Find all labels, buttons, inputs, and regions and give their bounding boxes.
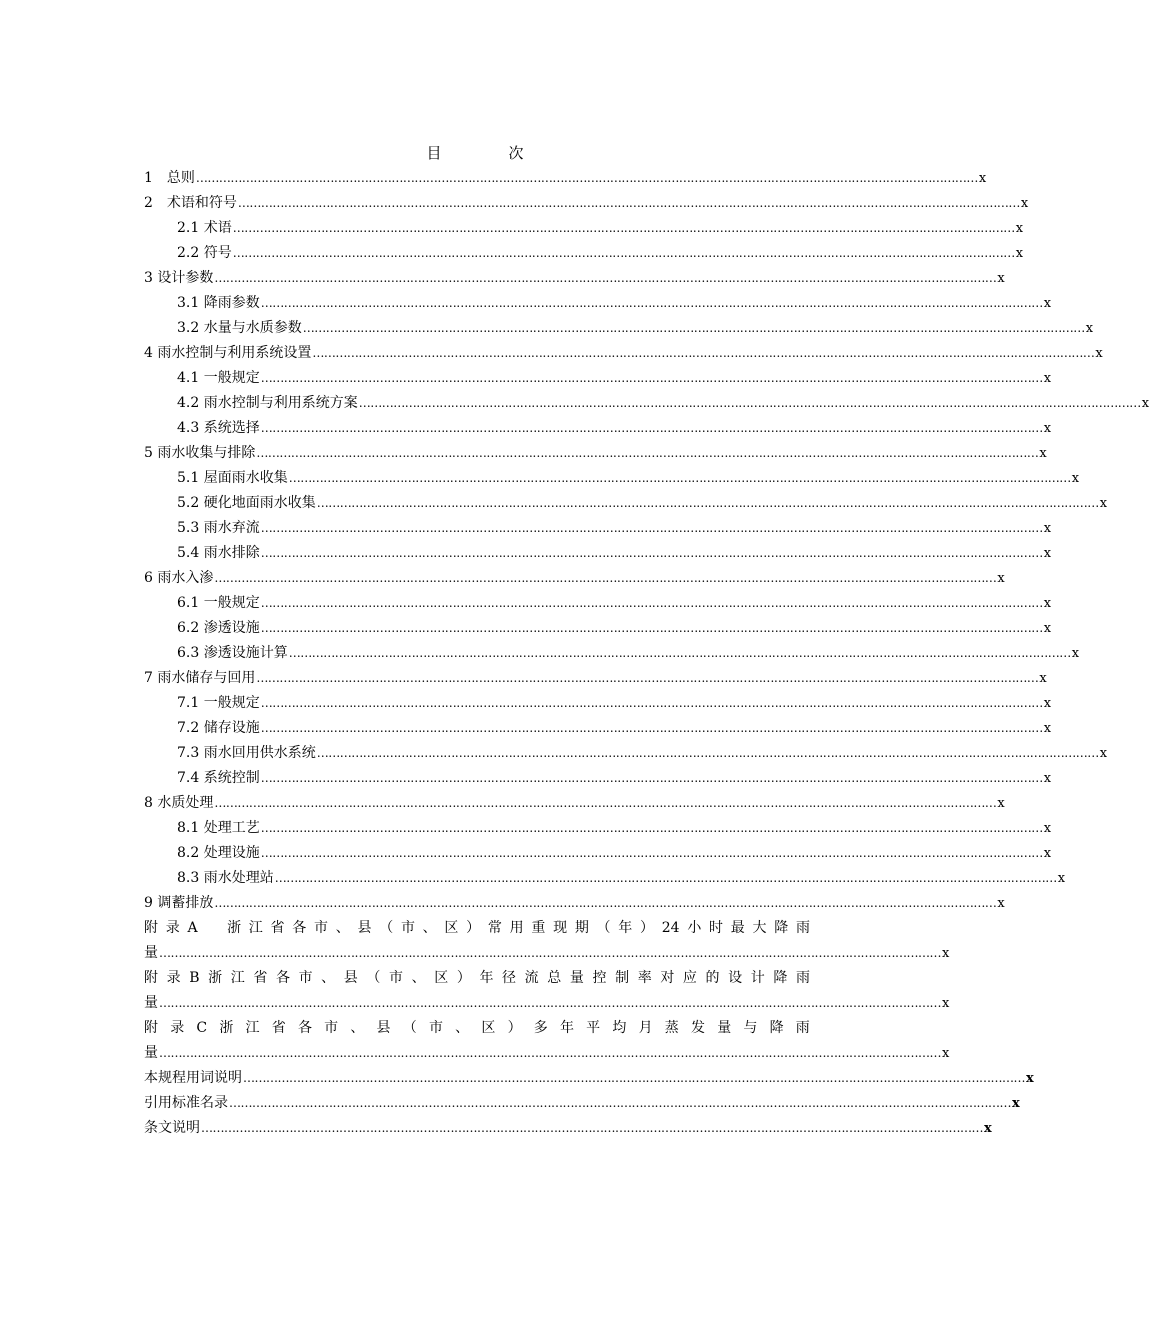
appendix-title-char: 附 <box>144 1020 158 1036</box>
appendix-title-char: 雨 <box>795 920 810 936</box>
appendix-title-char: 总 <box>547 970 562 986</box>
appendix-title-char: 各 <box>297 1020 312 1036</box>
toc-entry-label: 6 雨水入渗 <box>144 570 214 586</box>
appendix-title-char: 附 <box>144 970 158 986</box>
appendix-title-char: 县 <box>343 970 358 986</box>
toc-entry[interactable] <box>144 541 1052 566</box>
toc-entry-label: 5.2 硬化地面雨水收集 <box>177 495 316 511</box>
toc-leader-dots: …………………………………………………………………………………………………………………………………………………………………………………… <box>312 346 1095 360</box>
appendix-title-char: B <box>189 970 200 986</box>
appendix-title-char: 的 <box>705 970 720 986</box>
toc-entry-page: x <box>1043 421 1052 436</box>
toc-entry[interactable] <box>144 791 1005 816</box>
toc-entry[interactable] <box>144 641 1080 666</box>
toc-entry[interactable] <box>144 591 1052 616</box>
toc-entry[interactable] <box>144 266 1005 291</box>
appendix-title-char: 降 <box>773 970 788 986</box>
toc-entry-label: 4 雨水控制与利用系统设置 <box>144 345 312 361</box>
appendix-title-char: 市 <box>324 1020 339 1036</box>
toc-entry-page: x <box>1039 671 1047 686</box>
appendix-title-char: 区 <box>481 1020 496 1036</box>
appendix-title-char: 省 <box>271 1020 286 1036</box>
appendix-title-char: ） <box>456 970 471 986</box>
toc-leader-dots: …………………………………………………………………………………………………………………………………………………………………………………… <box>302 321 1085 335</box>
toc-entry-page: x <box>1043 696 1052 711</box>
toc-leader-dots: …………………………………………………………………………………………………………………………………………………………………………………… <box>288 646 1071 660</box>
toc-entry-label: 条文说明 <box>144 1120 200 1136</box>
toc-leader-dots: …………………………………………………………………………………………………………………………………………………………………………………… <box>316 496 1099 510</box>
appendix-title-char: 小 <box>687 920 702 936</box>
toc-leader-dots: …………………………………………………………………………………………………………………………………………………………………………………… <box>260 821 1043 835</box>
toc-entry[interactable] <box>144 866 1066 891</box>
appendix-title-char: 江 <box>230 970 245 986</box>
toc-entry-page: x <box>978 171 987 186</box>
toc-leader-dots: …………………………………………………………………………………………………………………………………………………………………………………… <box>316 746 1099 760</box>
appendix-title-char: 降 <box>769 1020 784 1036</box>
toc-entry[interactable] <box>144 366 1052 391</box>
toc-entry-page: x <box>1043 546 1052 561</box>
appendix-title-char: C <box>196 1020 208 1036</box>
appendix-title-char: （ <box>596 920 611 936</box>
appendix-title-char: 降 <box>774 920 789 936</box>
toc-leader-dots: …………………………………………………………………………………………………………………………………………………………………………………… <box>260 596 1043 610</box>
appendix-title-char: 制 <box>615 970 630 986</box>
appendix-title-char: 江 <box>248 920 263 936</box>
appendix-title-char: 区 <box>434 970 449 986</box>
toc-entry-page: x <box>942 996 950 1011</box>
toc-entry[interactable] <box>144 466 1080 491</box>
toc-entry-page: x <box>1026 1071 1034 1086</box>
appendix-title-char: 对 <box>660 970 675 986</box>
appendix-title-char: 期 <box>574 920 589 936</box>
toc-entry-page: x <box>1071 471 1080 486</box>
toc-entry-page: x <box>1043 771 1052 786</box>
toc-leader-dots: …………………………………………………………………………………………………………………………………………………………………………………… <box>274 871 1057 885</box>
appendix-title-char: 多 <box>533 1020 548 1036</box>
toc-leader-dots: …………………………………………………………………………………………………………………………………………………………………………………… <box>214 896 997 910</box>
appendix-title-char: 应 <box>682 970 697 986</box>
appendix-title-char: （ <box>379 920 394 936</box>
appendix-title-char: 、 <box>411 970 426 986</box>
toc-entry[interactable] <box>144 516 1052 541</box>
toc-entry-page: x <box>1012 1096 1020 1111</box>
appendix-title-char: 、 <box>455 1020 470 1036</box>
appendix-title-char: 、 <box>350 1020 365 1036</box>
appendix-title-char: 市 <box>428 1020 443 1036</box>
appendix-title-char: 率 <box>637 970 652 986</box>
toc-entry-label: 4.3 系统选择 <box>177 420 260 436</box>
toc-leader-dots: …………………………………………………………………………………………………………………………………………………………………………………… <box>260 621 1043 635</box>
toc-entry[interactable] <box>144 566 1005 591</box>
appendix-title-char: （ <box>366 970 381 986</box>
toc-entry-page: x <box>1095 346 1103 361</box>
toc-entry-page: x <box>997 896 1005 911</box>
toc-entry-label: 7 雨水储存与回用 <box>144 670 256 686</box>
toc-entry-label: 8.1 处理工艺 <box>177 820 260 836</box>
toc-entry-page: x <box>1043 596 1052 611</box>
toc-entry-page: x <box>1085 321 1094 336</box>
toc-entry-label: 2.1 术语 <box>177 220 232 236</box>
appendix-title-char: A <box>187 920 198 936</box>
toc-entry-page: x <box>1043 721 1052 736</box>
appendix-title-char <box>205 916 219 941</box>
toc-leader-dots: …………………………………………………………………………………………………………………………………………………………………………………… <box>214 796 997 810</box>
appendix-title-continuation[interactable] <box>144 991 950 1016</box>
toc-entry-label: 8.2 处理设施 <box>177 845 260 861</box>
appendix-title-char: 雨 <box>795 970 810 986</box>
appendix-title-char: 设 <box>728 970 743 986</box>
toc-entry[interactable] <box>144 416 1052 441</box>
toc-entry[interactable] <box>144 816 1052 841</box>
toc-entry-label: 3 设计参数 <box>144 270 214 286</box>
appendix-title-char: 年 <box>559 1020 574 1036</box>
toc-entry-page: x <box>942 946 950 961</box>
toc-leader-dots: …………………………………………………………………………………………………………………………………………………………………………………… <box>260 721 1043 735</box>
toc-entry-page: x <box>1099 746 1108 761</box>
toc-entry-label: 6.2 渗透设施 <box>177 620 260 636</box>
toc-leader-dots: …………………………………………………………………………………………………………………………………………………………………………………… <box>260 771 1043 785</box>
toc-entry-label: 5.3 雨水弃流 <box>177 520 260 536</box>
appendix-title-char: 计 <box>750 970 765 986</box>
toc-entry-label: 本规程用词说明 <box>144 1070 242 1086</box>
appendix-title-line[interactable] <box>144 916 810 941</box>
toc-leader-dots: …………………………………………………………………………………………………………………………………………………………………………………… <box>214 571 997 585</box>
appendix-title-char: 浙 <box>208 970 223 986</box>
appendix-title-char: 雨 <box>795 1020 810 1036</box>
toc-leader-dots: …………………………………………………………………………………………………………………………………………………………………………………… <box>260 421 1043 435</box>
appendix-title-char: 年 <box>618 920 633 936</box>
toc-entry[interactable] <box>144 716 1052 741</box>
toc-entry-page: x <box>1039 446 1047 461</box>
appendix-title-char: 录 <box>166 970 181 986</box>
toc-leader-dots: …………………………………………………………………………………………………………………………………………………………………………………… <box>229 1096 1011 1110</box>
toc-leader-dots: …………………………………………………………………………………………………………………………………………………………………………………… <box>256 446 1039 460</box>
appendix-title-char: 省 <box>253 970 268 986</box>
appendix-title-char: 月 <box>638 1020 653 1036</box>
appendix-title-char: 、 <box>335 920 350 936</box>
toc-entry-page: x <box>1071 646 1080 661</box>
toc-entry-label: 7.4 系统控制 <box>177 770 260 786</box>
appendix-title-char: 常 <box>487 920 502 936</box>
toc-entry-label: 量 <box>144 995 158 1011</box>
toc-leader-dots: …………………………………………………………………………………………………………………………………………………………………………………… <box>195 171 978 185</box>
toc-leader-dots: …………………………………………………………………………………………………………………………………………………………………………………… <box>260 696 1043 710</box>
toc-entry[interactable] <box>144 1066 1034 1091</box>
toc-entry-label: 量 <box>144 1045 158 1061</box>
appendix-title-char: 省 <box>270 920 285 936</box>
appendix-title-char: 各 <box>275 970 290 986</box>
toc-entry[interactable] <box>144 291 1052 316</box>
toc-entry-label: 5.4 雨水排除 <box>177 545 260 561</box>
appendix-title-char: 时 <box>709 920 724 936</box>
appendix-title-char: ） <box>640 920 655 936</box>
toc-entry-label: 1 总则 <box>144 170 195 186</box>
toc-entry-label: 7.3 雨水回用供水系统 <box>177 745 316 761</box>
toc-entry-page: x <box>1020 196 1029 211</box>
toc-leader-dots: …………………………………………………………………………………………………………………………………………………………………………………… <box>260 846 1043 860</box>
appendix-title-char: 量 <box>569 970 584 986</box>
appendix-title-char: 发 <box>690 1020 705 1036</box>
appendix-title-char: 蒸 <box>664 1020 679 1036</box>
toc-entry-page: x <box>1057 871 1066 886</box>
appendix-title-char: 流 <box>524 970 539 986</box>
appendix-title-char: 录 <box>170 1020 185 1036</box>
appendix-title-continuation[interactable] <box>144 941 950 966</box>
toc-entry-page: x <box>1043 621 1052 636</box>
appendix-title-char: 用 <box>509 920 524 936</box>
toc-leader-dots: …………………………………………………………………………………………………………………………………………………………………………………… <box>159 946 941 960</box>
toc-entry[interactable] <box>144 216 1024 241</box>
toc-entry-page: x <box>1099 496 1108 511</box>
toc-leader-dots: …………………………………………………………………………………………………………………………………………………………………………………… <box>358 396 1141 410</box>
toc-leader-dots: …………………………………………………………………………………………………………………………………………………………………………………… <box>260 546 1043 560</box>
appendix-title-char: 浙 <box>227 920 242 936</box>
appendix-title-char: 控 <box>592 970 607 986</box>
toc-entry-page: x <box>1015 246 1024 261</box>
toc-entry[interactable] <box>144 841 1052 866</box>
toc-entry-page: x <box>1043 846 1052 861</box>
appendix-title-char: 市 <box>314 920 328 936</box>
toc-entry-page: x <box>1141 396 1149 411</box>
toc-entry-page: x <box>1043 371 1052 386</box>
toc-entry[interactable] <box>144 391 1149 416</box>
toc-entry-label: 3.2 水量与水质参数 <box>177 320 302 336</box>
toc-entry-label: 7.1 一般规定 <box>177 695 260 711</box>
toc-entry-label: 8 水质处理 <box>144 795 214 811</box>
toc-entry-page: x <box>984 1121 992 1136</box>
toc-leader-dots: …………………………………………………………………………………………………………………………………………………………………………………… <box>243 1071 1025 1085</box>
toc-entry-page: x <box>942 1046 950 1061</box>
toc-entry-page: x <box>1043 521 1052 536</box>
toc-leader-dots: …………………………………………………………………………………………………………………………………………………………………………………… <box>260 296 1043 310</box>
toc-entry[interactable] <box>144 341 1103 366</box>
appendix-title-char: 区 <box>444 920 459 936</box>
toc-leader-dots: …………………………………………………………………………………………………………………………………………………………………………………… <box>159 996 941 1010</box>
toc-entry[interactable] <box>144 741 1108 766</box>
appendix-title-char: 市 <box>389 970 403 986</box>
toc-entry-label: 4.2 雨水控制与利用系统方案 <box>177 395 358 411</box>
appendix-title-char: 各 <box>292 920 307 936</box>
appendix-title-line[interactable] <box>144 1016 810 1041</box>
toc-entry[interactable] <box>144 891 1005 916</box>
toc-entry-label: 5.1 屋面雨水收集 <box>177 470 288 486</box>
toc-entry-label: 引用标准名录 <box>144 1095 228 1111</box>
appendix-title-char: 附 <box>144 920 158 936</box>
appendix-title-char: ） <box>466 920 481 936</box>
toc-title: 目 次 <box>426 144 550 162</box>
appendix-title-char: 、 <box>321 970 336 986</box>
appendix-title-char: 最 <box>730 920 745 936</box>
toc-entry[interactable] <box>144 691 1052 716</box>
appendix-title-char: 径 <box>502 970 517 986</box>
appendix-title-char: 现 <box>553 920 568 936</box>
appendix-title-char: 与 <box>743 1020 758 1036</box>
toc-leader-dots: …………………………………………………………………………………………………………………………………………………………………………………… <box>288 471 1071 485</box>
toc-leader-dots: …………………………………………………………………………………………………………………………………………………………………………………… <box>256 671 1039 685</box>
appendix-title-char: 浙 <box>219 1020 234 1036</box>
toc-entry-label: 5 雨水收集与排除 <box>144 445 256 461</box>
toc-leader-dots: …………………………………………………………………………………………………………………………………………………………………………………… <box>237 196 1020 210</box>
toc-entry-label: 量 <box>144 945 158 961</box>
toc-entry[interactable] <box>144 1116 992 1141</box>
appendix-title-char: 大 <box>752 920 767 936</box>
toc-entry-page: x <box>997 796 1005 811</box>
toc-entry-label: 7.2 储存设施 <box>177 720 260 736</box>
toc-entry-label: 2 术语和符号 <box>144 195 237 211</box>
toc-leader-dots: …………………………………………………………………………………………………………………………………………………………………………………… <box>232 246 1015 260</box>
appendix-title-char: 录 <box>165 920 180 936</box>
toc-entry[interactable] <box>144 616 1052 641</box>
toc-entry[interactable] <box>144 491 1108 516</box>
toc-entry[interactable] <box>144 166 987 191</box>
appendix-title-char: （ <box>402 1020 417 1036</box>
toc-entry[interactable] <box>144 316 1094 341</box>
toc-leader-dots: …………………………………………………………………………………………………………………………………………………………………………………… <box>214 271 997 285</box>
appendix-title-char: 量 <box>717 1020 732 1036</box>
appendix-title-char: 县 <box>376 1020 391 1036</box>
appendix-title-char: 市 <box>400 920 415 936</box>
toc-entry-page: x <box>997 271 1005 286</box>
appendix-title-char: 平 <box>586 1020 601 1036</box>
toc-entry[interactable] <box>144 241 1024 266</box>
appendix-title-line[interactable] <box>144 966 810 991</box>
toc-entry[interactable] <box>144 1091 1020 1116</box>
appendix-title-char: 市 <box>298 970 313 986</box>
toc-entry-label: 3.1 降雨参数 <box>177 295 260 311</box>
toc-entry-page: x <box>1043 296 1052 311</box>
toc-entry[interactable] <box>144 191 1029 216</box>
toc-entry-page: x <box>1015 221 1024 236</box>
toc-entry-label: 2.2 符号 <box>177 245 232 261</box>
appendix-title-char: 江 <box>245 1020 260 1036</box>
toc-entry-page: x <box>997 571 1005 586</box>
toc-leader-dots: …………………………………………………………………………………………………………………………………………………………………………………… <box>232 221 1015 235</box>
appendix-title-char: ） <box>507 1020 522 1036</box>
toc-entry-label: 8.3 雨水处理站 <box>177 870 274 886</box>
toc-entry-label: 6.3 渗透设施计算 <box>177 645 288 661</box>
toc-entry-label: 9 调蓄排放 <box>144 895 214 911</box>
toc-entry[interactable] <box>144 666 1047 691</box>
appendix-title-char: 均 <box>612 1020 627 1036</box>
toc-entry[interactable] <box>144 441 1047 466</box>
toc-entry-label: 6.1 一般规定 <box>177 595 260 611</box>
appendix-title-char: 、 <box>422 920 437 936</box>
toc-entry-label: 4.1 一般规定 <box>177 370 260 386</box>
table-of-contents <box>144 166 1149 1141</box>
toc-entry[interactable] <box>144 766 1052 791</box>
toc-leader-dots: …………………………………………………………………………………………………………………………………………………………………………………… <box>260 371 1043 385</box>
appendix-title-continuation[interactable] <box>144 1041 950 1066</box>
toc-leader-dots: …………………………………………………………………………………………………………………………………………………………………………………… <box>159 1046 941 1060</box>
toc-leader-dots: …………………………………………………………………………………………………………………………………………………………………………………… <box>201 1121 983 1135</box>
appendix-title-char: 县 <box>357 920 372 936</box>
appendix-title-char: 年 <box>479 970 494 986</box>
toc-leader-dots: …………………………………………………………………………………………………………………………………………………………………………………… <box>260 521 1043 535</box>
appendix-title-char: 重 <box>531 920 546 936</box>
appendix-title-char: 24 <box>661 920 680 936</box>
toc-entry-page: x <box>1043 821 1052 836</box>
